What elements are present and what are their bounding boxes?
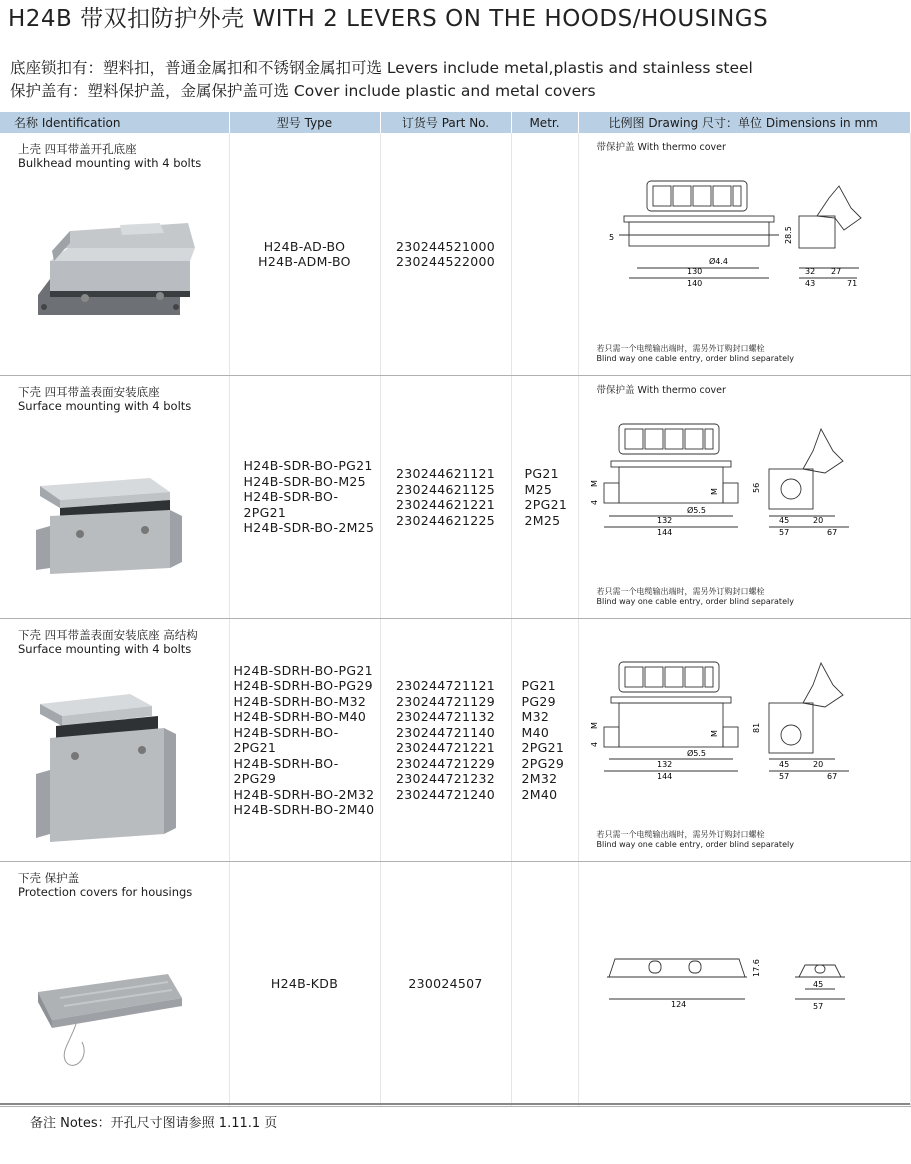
part-item: 230244721132 [395, 709, 496, 724]
footer-notes: 备注 Notes：开孔尺寸图请参照 1.11.1 页 [30, 1116, 278, 1131]
metr-item: M40 [521, 724, 550, 740]
part-item: 230024507 [408, 976, 483, 992]
technical-drawing [599, 178, 899, 298]
col-identification: 名称 Identification [0, 112, 229, 133]
dim-m-right: M [709, 488, 719, 495]
table-row [0, 133, 910, 376]
name-cn: 下壳 四耳带盖表面安装底座 高结构 [18, 628, 198, 642]
dim-sh: 28.5 [783, 226, 793, 244]
part-item: 230244721229 [395, 755, 496, 771]
technical-drawing [599, 937, 899, 1017]
type-item: H24B-SDRH-BO-M40 [233, 709, 367, 724]
dim-sh: 56 [751, 482, 761, 493]
intro-levers: 底座锁扣有：塑料扣，普通金属扣和不锈钢金属扣可选 Levers include metal,plastis and stainless steel [10, 59, 753, 77]
name-cn: 下壳 保护盖 [18, 871, 80, 885]
dim-s2: 27 [830, 267, 841, 276]
col-part-no: 订货号 Part No. [380, 112, 511, 133]
dim-m-right: M [709, 730, 719, 737]
drawing-cell [578, 862, 910, 1107]
high-housing-photo [30, 674, 185, 849]
drawing-cell [578, 619, 910, 862]
drawing-foot-cn: 若只需一个电缆输出端时，需另外订购封口螺栓 [596, 587, 765, 596]
drawing-foot-en: Blind way one cable entry, order blind separately [596, 597, 794, 606]
page-title: H24B 带双扣防护外壳 WITH 2 LEVERS ON THE HOODS/HOUSINGS [8, 6, 769, 32]
name-cn: 上壳 四耳带盖开孔底座 [18, 142, 137, 156]
dim-m: M [589, 722, 599, 729]
drawing-foot-cn: 若只需一个电缆输出端时，需另外订购封口螺栓 [596, 344, 765, 353]
type-item: H24B-KDB [270, 976, 339, 992]
metr-item: 2PG21 [524, 497, 568, 512]
type-item: H24B-ADM-BO [258, 254, 351, 269]
part-item: 230244521000 [395, 238, 496, 254]
metr-item: 2PG21 [521, 740, 565, 755]
dim-s1: 45 [778, 760, 789, 769]
metr-item: PG29 [521, 693, 556, 709]
identification-cell [0, 133, 229, 376]
dim-w1: 132 [656, 760, 672, 769]
dim-s1: 45 [812, 980, 823, 989]
type-cell [229, 133, 380, 376]
technical-drawing [589, 659, 899, 794]
dim-w2: 140 [686, 279, 702, 288]
dim-w2: 144 [656, 528, 672, 537]
table-row [0, 376, 910, 619]
dim-s3: 57 [778, 528, 789, 537]
metr-cell [511, 862, 578, 1107]
surface-housing-photo [30, 456, 185, 591]
type-item: H24B-SDR-BO-PG21 [243, 458, 373, 474]
type-cell [229, 619, 380, 862]
type-cell [229, 376, 380, 619]
identification-cell [0, 619, 229, 862]
part-item: 230244721240 [395, 786, 496, 802]
part-item: 230244522000 [395, 254, 496, 269]
dim-hole: Ø4.4 [708, 257, 728, 266]
dim-s2: 57 [812, 1002, 823, 1011]
dim-sh: 17.6 [751, 959, 761, 977]
type-item: H24B-SDR-BO-M25 [243, 473, 366, 489]
type-item: H24B-SDRH-BO-M32 [233, 693, 367, 709]
metr-item: 2M25 [524, 512, 561, 528]
type-item: H24B-SDRH-BO-2PG29 [233, 755, 339, 786]
intro-covers: 保护盖有：塑料保护盖，金属保护盖可选 Cover include plastic and metal covers [10, 82, 596, 100]
metr-item: 2M32 [521, 771, 558, 786]
protection-cover-photo [30, 962, 190, 1082]
dim-h: 4 [589, 741, 599, 747]
dim-w2: 144 [656, 772, 672, 781]
part-item: 230244721129 [395, 693, 496, 709]
part-item: 230244721140 [395, 724, 496, 740]
metr-cell [511, 376, 578, 619]
part-item: 230244721221 [395, 740, 496, 755]
dim-hole: Ø5.5 [686, 749, 706, 758]
dim-s2: 20 [812, 516, 823, 525]
dim-h: 5 [608, 233, 614, 242]
drawing-cell [578, 133, 910, 376]
dim-s3: 57 [778, 772, 789, 781]
drawing-foot-cn: 若只需一个电缆输出端时，需另外订购封口螺栓 [596, 830, 765, 839]
part-cell [380, 133, 511, 376]
dim-m: M [589, 480, 599, 487]
metr-cell [511, 133, 578, 376]
type-item: H24B-SDRH-BO-PG29 [233, 678, 373, 693]
part-item: 230244721121 [395, 678, 496, 693]
drawing-foot-en: Blind way one cable entry, order blind separately [596, 354, 794, 363]
metr-item: PG21 [524, 466, 559, 481]
part-cell [380, 619, 511, 862]
dim-s4: 67 [826, 528, 837, 537]
part-item: 230244621125 [395, 481, 496, 497]
col-type: 型号 Type [229, 112, 380, 133]
dim-s1: 45 [778, 516, 789, 525]
name-en: Surface mounting with 4 bolts [18, 399, 192, 413]
drawing-note: 带保护盖 With thermo cover [596, 385, 726, 396]
drawing-cell [578, 376, 910, 619]
dim-s4: 71 [846, 279, 857, 288]
part-item: 230244721232 [395, 771, 496, 786]
name-cn: 下壳 四耳带盖表面安装底座 [18, 385, 160, 399]
dim-hole: Ø5.5 [686, 506, 706, 515]
drawing-foot-en: Blind way one cable entry, order blind separately [596, 840, 794, 849]
part-item: 230244621225 [395, 512, 496, 528]
metr-item: M25 [524, 481, 553, 497]
metr-item: 2PG29 [521, 755, 565, 771]
bulkhead-housing-photo [30, 203, 205, 333]
dim-s3: 43 [804, 279, 815, 288]
type-item: H24B-SDRH-BO-PG21 [233, 662, 373, 678]
dim-w1: 124 [670, 1000, 686, 1009]
metr-cell [511, 619, 578, 862]
type-item: H24B-SDRH-BO-2M40 [233, 802, 375, 817]
type-item: H24B-SDRH-BO-2M32 [233, 786, 375, 802]
table-header [0, 112, 910, 133]
dim-h: 4 [589, 499, 599, 505]
technical-drawing [589, 421, 899, 551]
identification-cell [0, 862, 229, 1107]
part-cell [380, 862, 511, 1107]
dim-s1: 32 [804, 267, 815, 276]
name-en: Surface mounting with 4 bolts [18, 642, 192, 656]
part-item: 230244621221 [395, 497, 496, 512]
dim-w1: 132 [656, 516, 672, 525]
type-cell [229, 862, 380, 1107]
table-row [0, 619, 910, 862]
type-item: H24B-SDR-BO-2M25 [243, 520, 375, 536]
dim-s4: 67 [826, 772, 837, 781]
metr-item: M32 [521, 709, 550, 724]
table-row [0, 862, 910, 1107]
part-cell [380, 376, 511, 619]
dim-w1: 130 [686, 267, 702, 276]
dim-sh: 81 [751, 722, 761, 733]
part-item: 230244621121 [395, 466, 496, 481]
type-item: H24B-SDR-BO-2PG21 [243, 489, 339, 520]
identification-cell [0, 376, 229, 619]
col-drawing: 比例图 Drawing 尺寸：单位 Dimensions in mm [578, 112, 910, 133]
col-metr: Metr. [511, 112, 578, 133]
type-item: H24B-AD-BO [263, 238, 346, 254]
footer-divider [0, 1103, 910, 1105]
name-en: Protection covers for housings [18, 885, 193, 899]
metr-item: PG21 [521, 678, 556, 693]
type-item: H24B-SDRH-BO-2PG21 [233, 724, 339, 755]
metr-item: 2M40 [521, 786, 558, 802]
drawing-note: 带保护盖 With thermo cover [596, 142, 726, 153]
name-en: Bulkhead mounting with 4 bolts [18, 156, 202, 170]
product-table [0, 112, 911, 1107]
dim-s2: 20 [812, 760, 823, 769]
